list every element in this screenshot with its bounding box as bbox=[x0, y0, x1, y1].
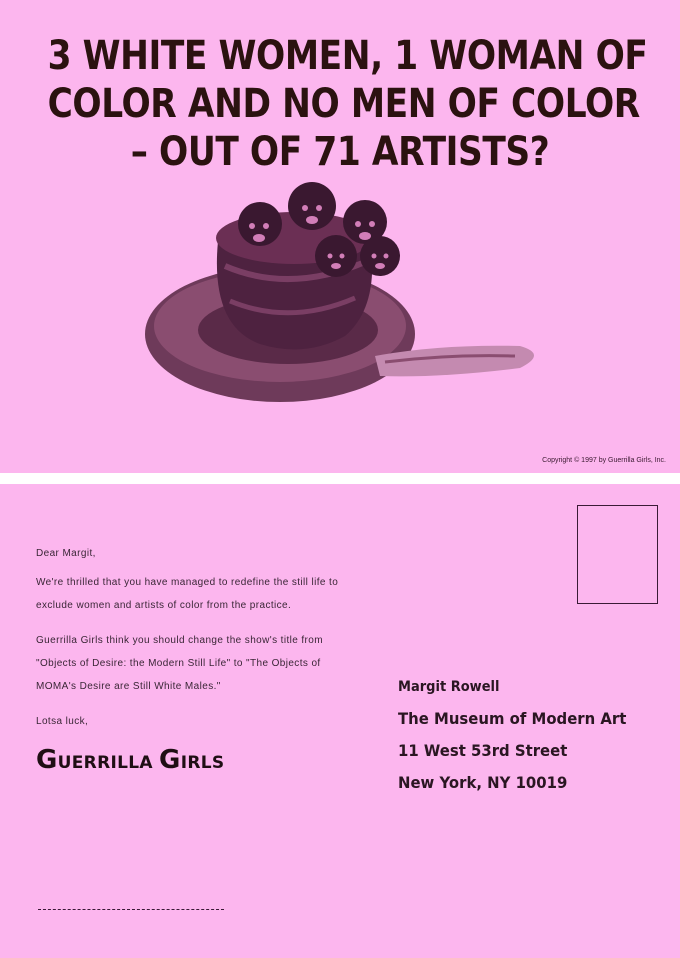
letter-body bbox=[36, 542, 346, 775]
fur-teacup-with-heads-image bbox=[140, 176, 550, 446]
letter-closing: Lotsa luck, bbox=[36, 716, 89, 727]
mailing-address bbox=[398, 671, 644, 799]
stamp-box bbox=[577, 505, 658, 604]
headline-line-3: – OUT OF 71 ARTISTS? bbox=[130, 129, 550, 175]
signature-line bbox=[38, 909, 224, 910]
address-name: Margit Rowell bbox=[398, 679, 500, 695]
address-city: New York, NY 10019 bbox=[398, 773, 568, 792]
headline-line-1: 3 WHITE WOMEN, 1 WOMAN OF bbox=[47, 33, 648, 79]
signature: GUERRILLA GIRLS bbox=[36, 745, 225, 775]
copyright-notice: Copyright © 1997 by Guerrilla Girls, Inc. bbox=[542, 457, 666, 464]
letter-paragraph-1: We're thrilled that you have managed to redefine the still life to exclude women and artists of color from the practice. bbox=[36, 577, 339, 611]
postcard-back bbox=[0, 484, 680, 958]
headline-line-2: COLOR AND NO MEN OF COLOR bbox=[47, 81, 640, 127]
address-organization: The Museum of Modern Art bbox=[398, 709, 627, 728]
headline bbox=[47, 32, 648, 176]
address-street: 11 West 53rd Street bbox=[398, 741, 568, 760]
letter-paragraph-2: Guerrilla Girls think you should change the show's title from "Objects of Desire: the Modern Still Life" to "The Objects of MOMA's Desire are Still White Males." bbox=[36, 635, 323, 692]
postcard-front bbox=[0, 0, 680, 473]
letter-greeting: Dear Margit, bbox=[36, 548, 96, 559]
